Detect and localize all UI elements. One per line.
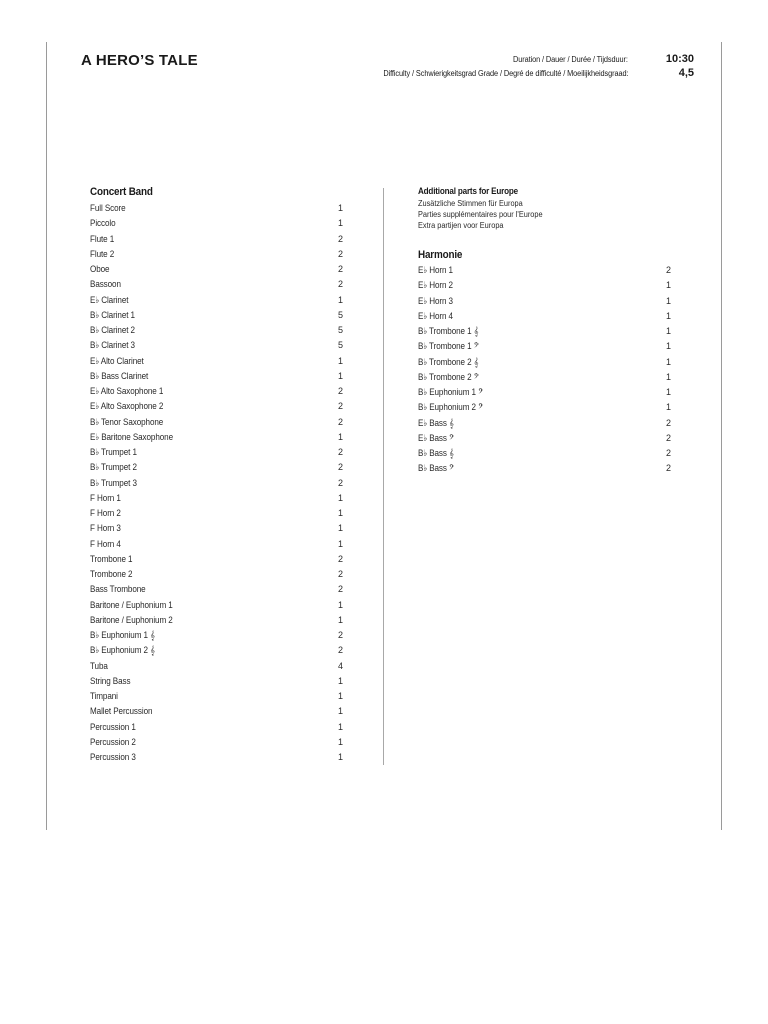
part-row <box>90 232 346 247</box>
part-row <box>418 309 674 324</box>
part-quantity: 1 <box>337 355 343 366</box>
part-quantity: 2 <box>337 264 343 274</box>
part-name: Flute 2 <box>90 248 115 259</box>
part-name: E♭ Bass 𝄞 <box>418 417 454 428</box>
part-name: B♭ Trombone 1 𝄞 <box>418 326 479 336</box>
part-quantity: 2 <box>665 448 671 458</box>
part-quantity: 1 <box>337 431 343 442</box>
part-row <box>418 461 674 476</box>
part-quantity: 1 <box>337 691 343 701</box>
part-name: E♭ Alto Clarinet <box>90 355 144 366</box>
part-name: Flute 1 <box>90 233 115 244</box>
part-quantity: 2 <box>337 233 343 244</box>
part-name: B♭ Bass 𝄞 <box>418 448 454 458</box>
part-row <box>90 720 346 735</box>
part-name: B♭ Euphonium 2 𝄢 <box>418 402 484 413</box>
part-name: B♭ Tenor Saxophone <box>90 416 164 427</box>
part-quantity: 1 <box>665 295 671 306</box>
part-quantity: 5 <box>337 340 343 351</box>
part-row <box>90 567 346 582</box>
part-quantity: 2 <box>337 645 343 656</box>
part-row <box>418 355 674 370</box>
part-row <box>418 294 674 309</box>
part-name: E♭ Horn 3 <box>418 295 453 306</box>
part-name: E♭ Baritone Saxophone <box>90 431 173 442</box>
part-row <box>90 247 346 262</box>
part-row <box>90 293 346 308</box>
left-margin-rule <box>46 42 47 830</box>
part-name: Full Score <box>90 203 126 213</box>
part-name: E♭ Bass 𝄢 <box>418 432 455 443</box>
part-quantity: 2 <box>665 265 671 275</box>
part-quantity: 2 <box>337 569 343 579</box>
part-name: Mallet Percussion <box>90 706 153 717</box>
difficulty-value: 4,5 <box>678 67 694 79</box>
part-quantity: 1 <box>337 218 343 229</box>
part-name: Tuba <box>90 660 108 671</box>
part-name: B♭ Trumpet 2 <box>90 462 137 473</box>
part-name: B♭ Trumpet 3 <box>90 477 137 488</box>
part-row <box>418 370 674 385</box>
part-name: Oboe <box>90 264 110 274</box>
part-row <box>90 613 346 628</box>
part-row <box>90 643 346 658</box>
part-quantity: 2 <box>337 248 343 259</box>
part-quantity: 1 <box>337 721 343 732</box>
part-row <box>90 323 346 338</box>
part-name: E♭ Horn 1 <box>418 265 453 275</box>
part-name: E♭ Clarinet <box>90 294 129 305</box>
part-quantity: 1 <box>337 675 343 686</box>
part-name: B♭ Euphonium 1 𝄞 <box>90 630 155 640</box>
part-row <box>90 308 346 323</box>
part-name: Bassoon <box>90 279 121 290</box>
part-name: Percussion 3 <box>90 752 136 762</box>
part-row <box>90 537 346 552</box>
part-quantity: 2 <box>665 432 671 443</box>
part-row <box>418 385 674 400</box>
additional-parts-line-de: Zusätzliche Stimmen für Europa <box>418 199 523 208</box>
part-name: Baritone / Euphonium 1 <box>90 599 173 610</box>
part-name: Percussion 2 <box>90 736 136 747</box>
part-name: Baritone / Euphonium 2 <box>90 614 173 625</box>
part-name: E♭ Alto Saxophone 1 <box>90 386 164 396</box>
part-row <box>418 278 674 293</box>
part-row <box>90 415 346 430</box>
part-name: E♭ Alto Saxophone 2 <box>90 401 164 412</box>
harmonie-heading: Harmonie <box>418 249 463 261</box>
part-name: B♭ Clarinet 3 <box>90 340 135 351</box>
part-name: F Horn 3 <box>90 523 121 534</box>
harmonie-part-list <box>418 263 674 477</box>
part-row <box>90 476 346 491</box>
part-quantity: 2 <box>337 477 343 488</box>
part-row <box>90 216 346 231</box>
part-name: E♭ Horn 4 <box>418 310 453 321</box>
part-quantity: 2 <box>337 447 343 457</box>
part-name: B♭ Trombone 2 𝄢 <box>418 371 479 382</box>
part-quantity: 2 <box>337 630 343 640</box>
part-quantity: 1 <box>665 356 671 367</box>
part-quantity: 5 <box>337 309 343 320</box>
part-row <box>90 659 346 674</box>
part-row <box>90 674 346 689</box>
part-quantity: 1 <box>665 341 671 352</box>
part-name: B♭ Bass Clarinet <box>90 370 149 381</box>
part-row <box>90 735 346 750</box>
part-quantity: 1 <box>665 387 671 397</box>
part-name: Trombone 1 <box>90 553 133 564</box>
part-row <box>90 704 346 719</box>
part-quantity: 2 <box>337 401 343 412</box>
part-name: B♭ Clarinet 1 <box>90 309 135 320</box>
part-row <box>90 628 346 643</box>
part-row <box>90 445 346 460</box>
part-quantity: 1 <box>337 614 343 625</box>
part-row <box>90 750 346 765</box>
part-quantity: 1 <box>337 294 343 305</box>
part-quantity: 1 <box>337 492 343 503</box>
part-row <box>90 689 346 704</box>
part-row <box>90 369 346 384</box>
part-name: Trombone 2 <box>90 569 133 579</box>
part-name: String Bass <box>90 675 131 686</box>
part-name: B♭ Clarinet 2 <box>90 325 135 335</box>
part-name: Percussion 1 <box>90 721 136 732</box>
part-name: B♭ Euphonium 2 𝄞 <box>90 645 155 656</box>
part-quantity: 2 <box>665 417 671 428</box>
right-margin-rule <box>721 42 722 830</box>
part-name: B♭ Bass 𝄢 <box>418 463 455 474</box>
part-quantity: 1 <box>665 310 671 321</box>
part-row <box>90 506 346 521</box>
part-quantity: 2 <box>337 553 343 564</box>
part-row <box>90 384 346 399</box>
part-quantity: 2 <box>337 279 343 290</box>
additional-parts-heading: Additional parts for Europe <box>418 186 518 196</box>
part-quantity: 1 <box>337 706 343 717</box>
additional-parts-line-nl: Extra partijen voor Europa <box>418 221 504 230</box>
part-quantity: 1 <box>665 402 671 413</box>
part-row <box>418 431 674 446</box>
part-quantity: 2 <box>337 416 343 427</box>
part-name: Bass Trombone <box>90 584 146 595</box>
part-quantity: 1 <box>337 599 343 610</box>
part-row <box>90 430 346 445</box>
concert-band-part-list <box>90 201 346 765</box>
part-quantity: 1 <box>665 326 671 336</box>
part-row <box>418 263 674 278</box>
part-name: F Horn 1 <box>90 492 121 503</box>
part-row <box>90 521 346 536</box>
part-quantity: 2 <box>665 463 671 474</box>
part-quantity: 1 <box>337 508 343 518</box>
part-row <box>90 262 346 277</box>
concert-band-heading: Concert Band <box>90 186 153 198</box>
part-row <box>90 598 346 613</box>
part-quantity: 1 <box>337 752 343 762</box>
part-row <box>418 324 674 339</box>
part-quantity: 2 <box>337 584 343 595</box>
part-row <box>418 400 674 415</box>
part-row <box>418 339 674 354</box>
part-row <box>90 354 346 369</box>
part-quantity: 2 <box>337 462 343 473</box>
part-quantity: 1 <box>337 538 343 549</box>
part-row <box>90 491 346 506</box>
part-quantity: 2 <box>337 386 343 396</box>
part-row <box>90 201 346 216</box>
part-row <box>90 277 346 292</box>
part-row <box>90 399 346 414</box>
part-row <box>90 338 346 353</box>
duration-label: Duration / Dauer / Durée / Tijdsduur: <box>513 55 628 64</box>
part-name: F Horn 2 <box>90 508 121 518</box>
part-quantity: 1 <box>665 280 671 291</box>
part-quantity: 1 <box>337 736 343 747</box>
part-quantity: 1 <box>337 523 343 534</box>
part-quantity: 1 <box>337 203 343 213</box>
part-row <box>90 582 346 597</box>
part-quantity: 5 <box>337 325 343 335</box>
part-name: Timpani <box>90 691 118 701</box>
duration-value: 10:30 <box>665 53 694 65</box>
part-row <box>418 446 674 461</box>
part-name: E♭ Horn 2 <box>418 280 453 291</box>
part-quantity: 1 <box>665 371 671 382</box>
part-row <box>90 552 346 567</box>
page-title: A HERO’S TALE <box>81 52 198 69</box>
part-row <box>90 460 346 475</box>
difficulty-label: Difficulty / Schwierigkeitsgrad Grade / Degré de difficulté / Moeilijkheidsgraad: <box>382 69 628 78</box>
part-quantity: 4 <box>337 660 343 671</box>
part-name: B♭ Trombone 2 𝄞 <box>418 356 479 367</box>
part-name: B♭ Trombone 1 𝄢 <box>418 341 479 352</box>
part-name: F Horn 4 <box>90 538 121 549</box>
column-divider <box>383 188 384 765</box>
additional-parts-line-fr: Parties supplémentaires pour l'Europe <box>418 210 543 219</box>
part-quantity: 1 <box>337 370 343 381</box>
part-row <box>418 416 674 431</box>
part-name: B♭ Euphonium 1 𝄢 <box>418 387 484 397</box>
part-name: B♭ Trumpet 1 <box>90 447 137 457</box>
part-name: Piccolo <box>90 218 116 229</box>
